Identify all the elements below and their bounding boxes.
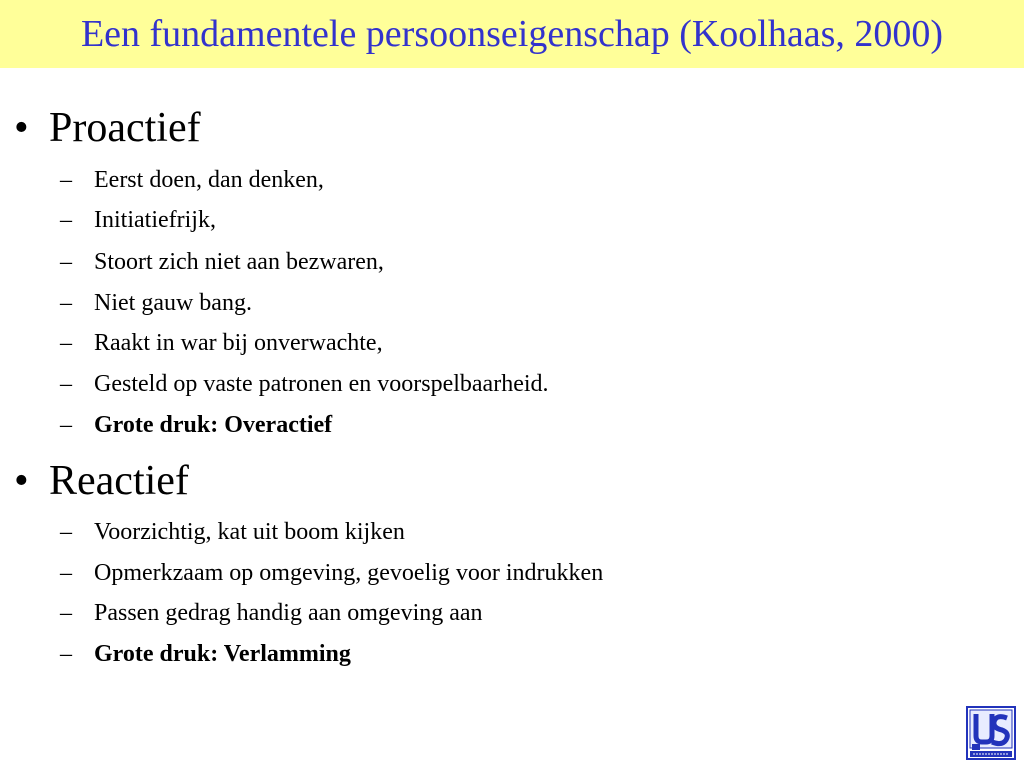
sub-item-text: Grote druk: Overactief <box>94 412 333 438</box>
sub-item <box>60 288 252 318</box>
sub-item-text: Opmerkzaam op omgeving, gevoelig voor indrukken <box>94 560 604 586</box>
sub-item-text: Raakt in war bij onverwachte, <box>94 330 383 356</box>
dash-icon: – <box>60 249 72 275</box>
bullet-proactief <box>14 103 201 153</box>
dash-icon: – <box>60 600 72 626</box>
sub-item-text: Stoort zich niet aan bezwaren, <box>94 249 384 275</box>
sub-item <box>60 598 483 628</box>
sub-item <box>60 328 383 358</box>
dash-icon: – <box>60 560 72 586</box>
bullet-heading: Proactief <box>49 105 201 151</box>
sub-item-text: Niet gauw bang. <box>94 290 252 316</box>
sub-item <box>60 205 216 235</box>
dash-icon: – <box>60 207 72 233</box>
dash-icon: – <box>60 167 72 193</box>
sub-item-text: Gesteld op vaste patronen en voorspelbaarheid. <box>94 371 549 397</box>
sub-item <box>60 247 384 277</box>
institution-logo-icon <box>966 706 1016 760</box>
sub-item <box>60 369 549 399</box>
sub-item <box>60 517 405 547</box>
bullet-dot-icon: • <box>14 105 29 151</box>
dash-icon: – <box>60 412 72 438</box>
sub-item-text: Grote druk: Verlamming <box>94 641 351 667</box>
sub-item <box>60 558 603 588</box>
sub-item-emphasis <box>60 639 351 669</box>
slide-title: Een fundamentele persoonseigenschap (Koolhaas, 2000) <box>80 13 944 55</box>
dash-icon: – <box>60 330 72 356</box>
bullet-dot-icon: • <box>14 458 29 504</box>
sub-item-text: Passen gedrag handig aan omgeving aan <box>94 600 483 626</box>
sub-item-text: Voorzichtig, kat uit boom kijken <box>94 519 405 545</box>
sub-item-emphasis <box>60 410 332 440</box>
dash-icon: – <box>60 290 72 316</box>
bullet-reactief <box>14 456 189 506</box>
sub-item-text: Eerst doen, dan denken, <box>94 167 324 193</box>
bullet-heading: Reactief <box>49 458 189 504</box>
sub-item <box>60 165 324 195</box>
dash-icon: – <box>60 519 72 545</box>
dash-icon: – <box>60 641 72 667</box>
sub-item-text: Initiatiefrijk, <box>94 207 216 233</box>
dash-icon: – <box>60 371 72 397</box>
